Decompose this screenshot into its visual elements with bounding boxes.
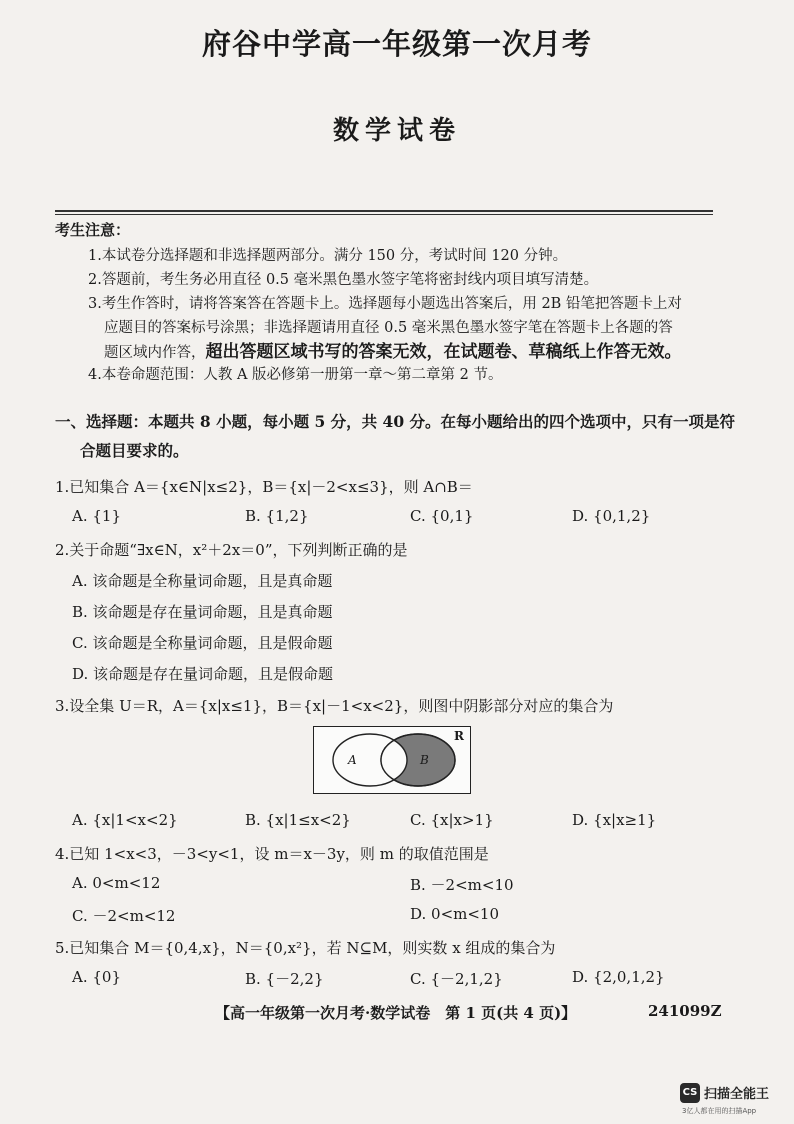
question-3-option-b: B. {x|1≤x<2} (245, 811, 351, 829)
scanner-watermark (680, 1080, 784, 1118)
notice-item-1: 1.本试卷分选择题和非选择题两部分。满分 150 分，考试时间 120 分钟。 (88, 248, 568, 264)
notice-item-2: 2.答题前，考生务必用直径 0.5 毫米黑色墨水签字笔将密封线内项目填写清楚。 (88, 272, 599, 288)
question-3-option-d: D. {x|x≥1} (572, 811, 657, 829)
question-2-option-c: C. 该命题是全称量词命题，且是假命题 (72, 634, 333, 652)
notice-item-3-line-3-plain: 题区域内作答， (104, 345, 206, 361)
venn-universe-label: R (454, 729, 464, 743)
question-1-option-d: D. {0,1,2} (572, 507, 651, 525)
question-5-option-d: D. {2,0,1,2} (572, 968, 665, 986)
question-1-option-c: C. {0,1} (410, 507, 474, 525)
question-3-stem: 3.设全集 U＝R，A＝{x|x≤1}，B＝{x|－1<x<2}，则图中阴影部分对应的集合为 (55, 697, 614, 715)
footer-exam-code: 241099Z (648, 1002, 722, 1020)
venn-label-b: B (420, 753, 429, 767)
camscanner-logo-icon: CS (680, 1083, 700, 1103)
notice-heading: 考生注意： (55, 221, 131, 239)
notice-item-3-line-2: 应题目的答案标号涂黑；非选择题请用直径 0.5 毫米黑色墨水签字笔在答题卡上各题的答 (104, 320, 673, 336)
header-divider (55, 210, 713, 212)
watermark-tagline: 3亿人都在用的扫描App (682, 1107, 757, 1115)
question-2-option-a: A. 该命题是全称量词命题，且是真命题 (72, 572, 333, 590)
question-4-option-c: C. －2<m<12 (72, 907, 176, 925)
question-4-option-a: A. 0<m<12 (72, 874, 161, 892)
question-3-option-a: A. {x|1<x<2} (72, 811, 178, 829)
watermark-app-name: 扫描全能王 (704, 1087, 770, 1102)
question-5-option-c: C. {－2,1,2} (410, 970, 503, 988)
question-4-option-d: D. 0<m<10 (410, 905, 500, 923)
notice-item-3-emphasis: 超出答题区域书写的答案无效，在试题卷、草稿纸上作答无效。 (205, 342, 682, 362)
section-1-instructions-line-2: 合题目要求的。 (80, 441, 189, 460)
question-1-option-a: A. {1} (72, 507, 121, 525)
header-divider-thin (55, 214, 713, 215)
page-title: 府谷中学高一年级第一次月考 (201, 27, 592, 61)
notice-item-4: 4.本卷命题范围：人教 A 版必修第一册第一章～第二章第 2 节。 (88, 367, 503, 383)
question-3-option-c: C. {x|x>1} (410, 811, 494, 829)
notice-item-3-line-1: 3.考生作答时，请将答案答在答题卡上。选择题每小题选出答案后，用 2B 铅笔把答题卡上对 (88, 296, 682, 312)
question-2-option-d: D. 该命题是存在量词命题，且是假命题 (72, 665, 334, 683)
venn-label-a: A (348, 753, 357, 767)
question-2-stem: 2.关于命题“∃x∈N，x²＋2x＝0”，下列判断正确的是 (55, 541, 408, 559)
venn-diagram (313, 726, 471, 794)
question-5-option-a: A. {0} (72, 968, 121, 986)
question-1-option-b: B. {1,2} (245, 507, 309, 525)
question-5-option-b: B. {－2,2} (245, 970, 324, 988)
venn-diagram-svg (314, 727, 470, 793)
question-4-stem: 4.已知 1<x<3，－3<y<1，设 m＝x－3y，则 m 的取值范围是 (55, 845, 489, 863)
question-5-stem: 5.已知集合 M＝{0,4,x}，N＝{0,x²}，若 N⊆M，则实数 x 组成的集合为 (55, 939, 556, 957)
question-1-stem: 1.已知集合 A＝{x∈N|x≤2}，B＝{x|－2<x≤3}，则 A∩B＝ (55, 478, 473, 496)
section-1-instructions-line-1: 一、选择题：本题共 8 小题，每小题 5 分，共 40 分。在每小题给出的四个选项中，只有一项是符 (55, 412, 736, 431)
footer-page-info: 【高一年级第一次月考·数学试卷 第 1 页(共 4 页)】 (215, 1004, 577, 1022)
question-2-option-b: B. 该命题是存在量词命题，且是真命题 (72, 603, 333, 621)
question-4-option-b: B. －2<m<10 (410, 876, 514, 894)
page-subtitle: 数学试卷 (332, 116, 461, 146)
notice-item-3-line-3 (104, 337, 682, 362)
